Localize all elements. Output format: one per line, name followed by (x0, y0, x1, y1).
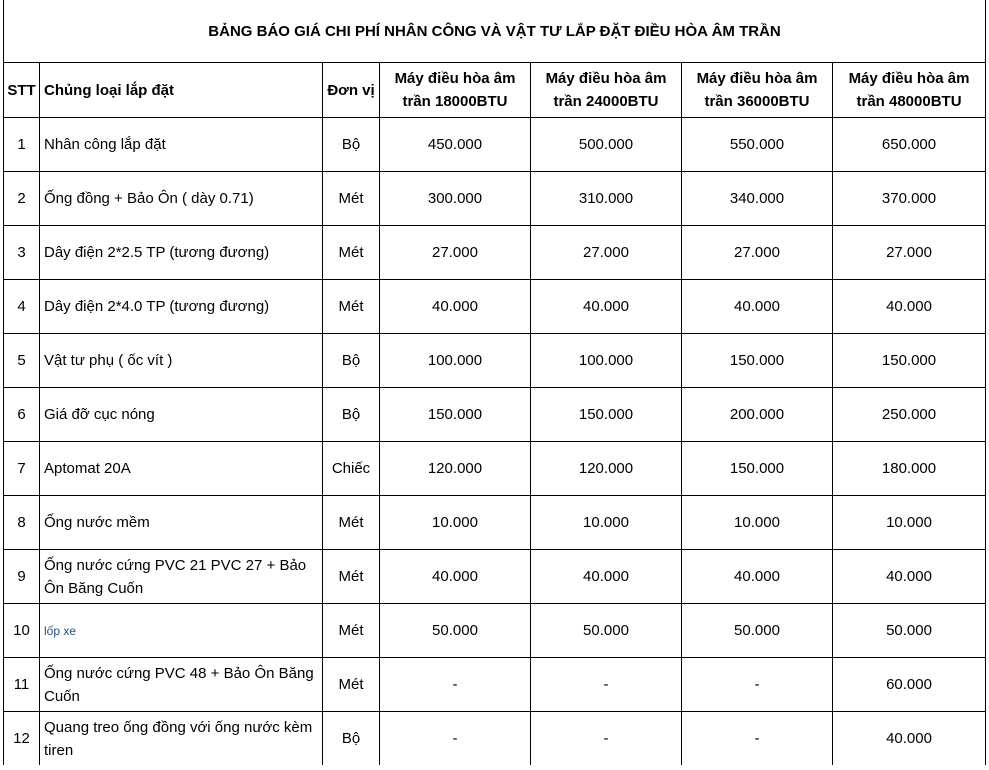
price-table (3, 0, 986, 765)
cell-unit: Mét (323, 496, 380, 550)
cell-unit: Chiếc (323, 442, 380, 496)
table-row (4, 496, 986, 550)
price-sheet (3, 0, 985, 765)
header-48000btu: Máy điều hòa âm trần 48000BTU (833, 63, 986, 118)
cell-24000btu: 40.000 (531, 550, 682, 604)
cell-stt: 7 (4, 442, 40, 496)
cell-18000btu: - (380, 658, 531, 712)
cell-stt: 1 (4, 118, 40, 172)
cell-18000btu: 450.000 (380, 118, 531, 172)
cell-unit: Mét (323, 550, 380, 604)
table-row (4, 172, 986, 226)
cell-18000btu: - (380, 712, 531, 766)
cell-unit: Mét (323, 604, 380, 658)
cell-stt: 12 (4, 712, 40, 766)
cell-24000btu: 500.000 (531, 118, 682, 172)
header-row (4, 63, 986, 118)
cell-unit: Mét (323, 226, 380, 280)
cell-36000btu: 340.000 (682, 172, 833, 226)
header-24000btu: Máy điều hòa âm trần 24000BTU (531, 63, 682, 118)
table-row (4, 226, 986, 280)
table-row (4, 658, 986, 712)
cell-36000btu: 50.000 (682, 604, 833, 658)
cell-24000btu: 100.000 (531, 334, 682, 388)
cell-stt: 11 (4, 658, 40, 712)
cell-type: Ống đồng + Bảo Ôn ( dày 0.71) (40, 172, 323, 226)
cell-unit: Bộ (323, 712, 380, 766)
cell-24000btu: 120.000 (531, 442, 682, 496)
cell-48000btu: 650.000 (833, 118, 986, 172)
cell-48000btu: 50.000 (833, 604, 986, 658)
cell-36000btu: 550.000 (682, 118, 833, 172)
header-36000btu: Máy điều hòa âm trần 36000BTU (682, 63, 833, 118)
table-row (4, 604, 986, 658)
cell-unit: Mét (323, 658, 380, 712)
cell-24000btu: 310.000 (531, 172, 682, 226)
cell-type: Nhân công lắp đặt (40, 118, 323, 172)
cell-stt: 10 (4, 604, 40, 658)
cell-type: Dây điện 2*4.0 TP (tương đương) (40, 280, 323, 334)
cell-type: Ống nước mềm (40, 496, 323, 550)
cell-stt: 8 (4, 496, 40, 550)
cell-18000btu: 40.000 (380, 280, 531, 334)
cell-36000btu: 150.000 (682, 442, 833, 496)
cell-stt: 4 (4, 280, 40, 334)
cell-18000btu: 40.000 (380, 550, 531, 604)
table-row (4, 388, 986, 442)
cell-24000btu: 50.000 (531, 604, 682, 658)
cell-48000btu: 27.000 (833, 226, 986, 280)
table-row (4, 118, 986, 172)
header-18000btu: Máy điều hòa âm trần 18000BTU (380, 63, 531, 118)
cell-type: Dây điện 2*2.5 TP (tương đương) (40, 226, 323, 280)
cell-type: Vật tư phụ ( ốc vít ) (40, 334, 323, 388)
cell-48000btu: 370.000 (833, 172, 986, 226)
table-row (4, 712, 986, 766)
cell-36000btu: - (682, 712, 833, 766)
cell-stt: 5 (4, 334, 40, 388)
cell-24000btu: - (531, 712, 682, 766)
cell-24000btu: 150.000 (531, 388, 682, 442)
cell-36000btu: 40.000 (682, 550, 833, 604)
cell-48000btu: 40.000 (833, 712, 986, 766)
cell-48000btu: 180.000 (833, 442, 986, 496)
cell-unit: Bộ (323, 388, 380, 442)
cell-unit: Mét (323, 172, 380, 226)
cell-18000btu: 27.000 (380, 226, 531, 280)
header-stt: STT (4, 63, 40, 118)
table-row (4, 280, 986, 334)
cell-36000btu: 27.000 (682, 226, 833, 280)
cell-36000btu: 10.000 (682, 496, 833, 550)
cell-24000btu: 40.000 (531, 280, 682, 334)
cell-36000btu: - (682, 658, 833, 712)
cell-18000btu: 300.000 (380, 172, 531, 226)
cell-type: Aptomat 20A (40, 442, 323, 496)
cell-48000btu: 250.000 (833, 388, 986, 442)
cell-24000btu: - (531, 658, 682, 712)
cell-stt: 2 (4, 172, 40, 226)
cell-stt: 6 (4, 388, 40, 442)
cell-48000btu: 10.000 (833, 496, 986, 550)
cell-48000btu: 40.000 (833, 550, 986, 604)
cell-unit: Mét (323, 280, 380, 334)
cell-48000btu: 150.000 (833, 334, 986, 388)
cell-24000btu: 10.000 (531, 496, 682, 550)
header-type: Chủng loại lắp đặt (40, 63, 323, 118)
cell-stt: 9 (4, 550, 40, 604)
cell-type: Ống nước cứng PVC 21 PVC 27 + Bảo Ôn Băng Cuốn (40, 550, 323, 604)
cell-type: Giá đỡ cục nóng (40, 388, 323, 442)
cell-18000btu: 50.000 (380, 604, 531, 658)
cell-18000btu: 150.000 (380, 388, 531, 442)
table-title: BẢNG BÁO GIÁ CHI PHÍ NHÂN CÔNG VÀ VẬT TƯ LẮP ĐẶT ĐIỀU HÒA ÂM TRẦN (4, 0, 986, 63)
cell-type: Ống nước cứng PVC 48 + Bảo Ôn Băng Cuốn (40, 658, 323, 712)
cell-stt: 3 (4, 226, 40, 280)
cell-18000btu: 120.000 (380, 442, 531, 496)
cell-unit: Bộ (323, 334, 380, 388)
table-row (4, 442, 986, 496)
table-row (4, 550, 986, 604)
table-row (4, 334, 986, 388)
cell-type: Quang treo ống đồng với ống nước kèm tiren (40, 712, 323, 766)
cell-type-text: lốp xe (44, 623, 77, 638)
cell-48000btu: 60.000 (833, 658, 986, 712)
cell-18000btu: 10.000 (380, 496, 531, 550)
cell-36000btu: 40.000 (682, 280, 833, 334)
cell-18000btu: 100.000 (380, 334, 531, 388)
cell-unit: Bộ (323, 118, 380, 172)
cell-24000btu: 27.000 (531, 226, 682, 280)
cell-36000btu: 150.000 (682, 334, 833, 388)
header-unit: Đơn vị (323, 63, 380, 118)
cell-48000btu: 40.000 (833, 280, 986, 334)
cell-type (40, 604, 323, 658)
cell-36000btu: 200.000 (682, 388, 833, 442)
